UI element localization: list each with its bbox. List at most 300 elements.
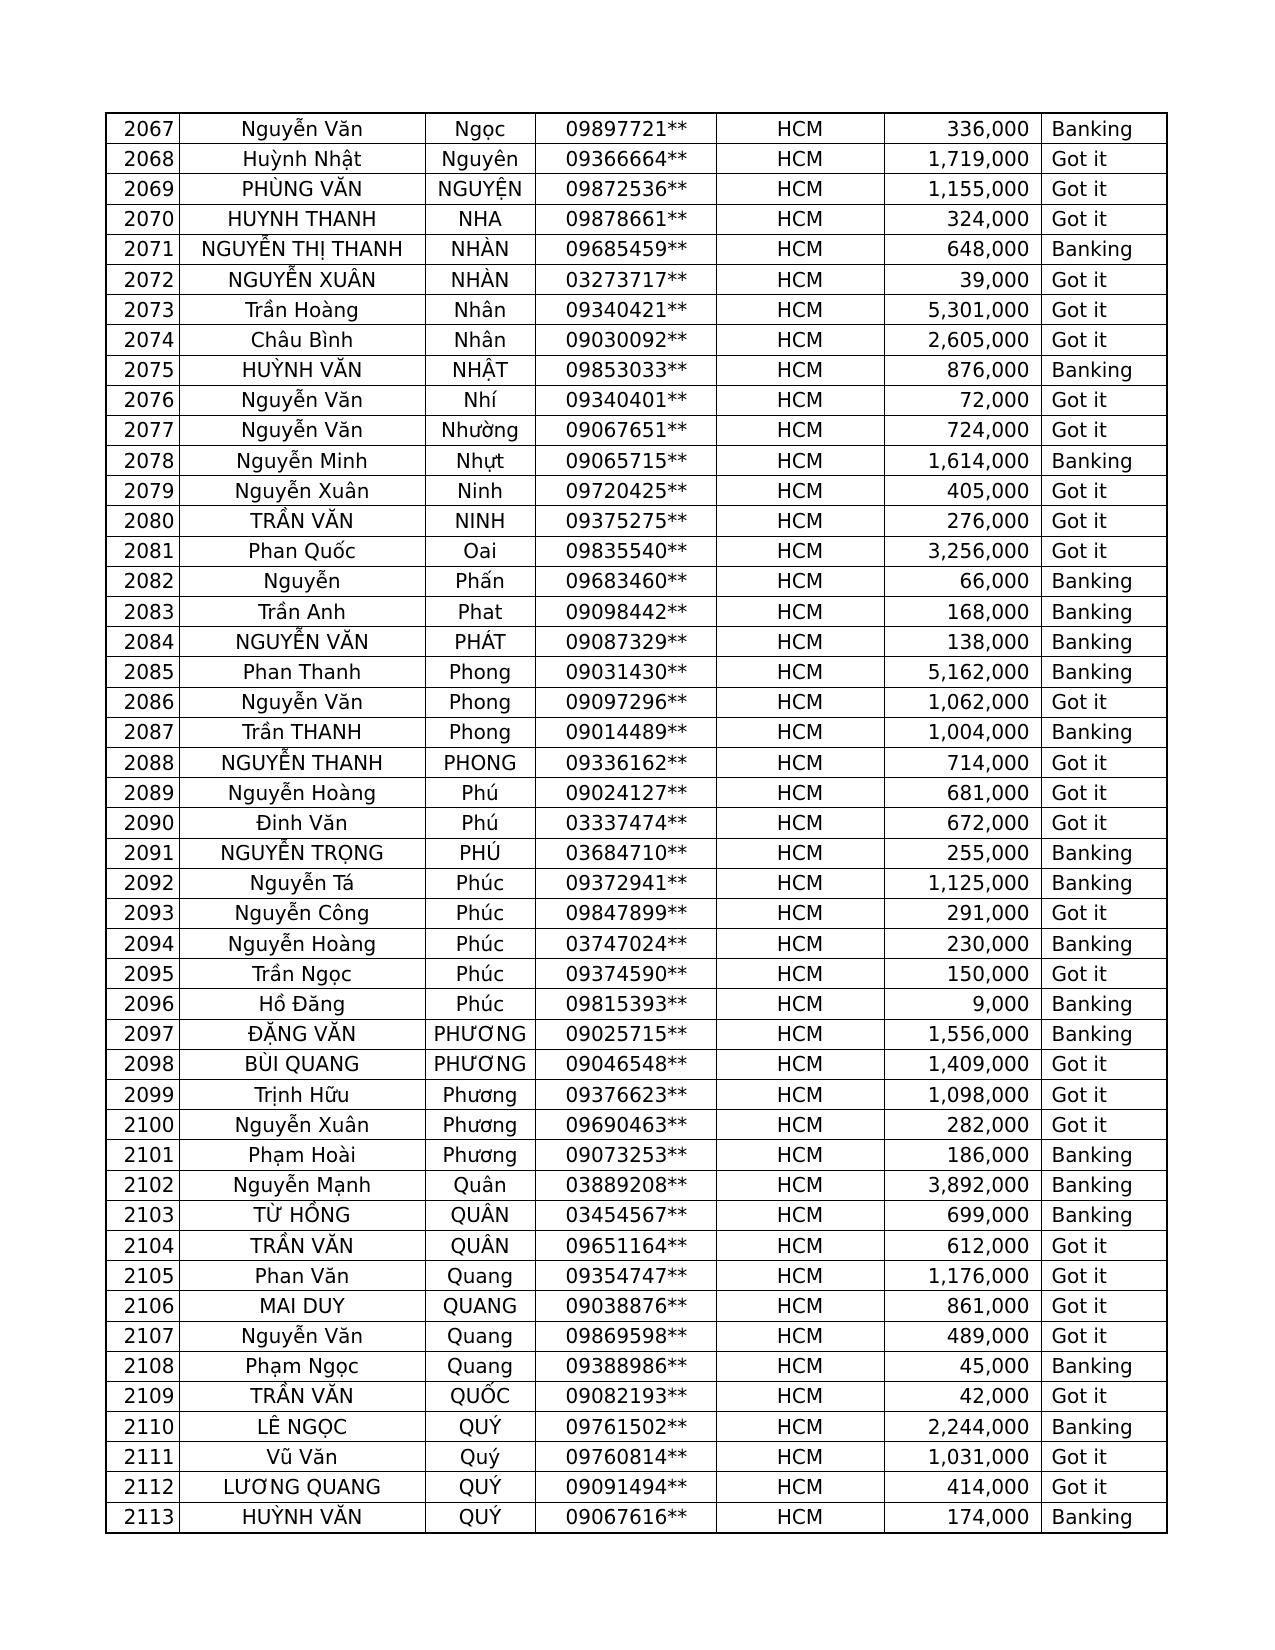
amount-cell: 39,000 [884,264,1041,294]
given-name-cell: PHÚ [425,838,535,868]
amount-cell: 168,000 [884,597,1041,627]
phone-number-cell: 09720425** [535,476,716,506]
city-cell: HCM [716,566,884,596]
payment-method-cell: Got it [1041,747,1167,777]
row-number-cell: 2082 [106,566,179,596]
given-name-cell: Phat [425,597,535,627]
payment-method-cell: Banking [1041,1351,1167,1381]
city-cell: HCM [716,597,884,627]
phone-number-cell: 09872536** [535,174,716,204]
phone-number-cell: 09340401** [535,385,716,415]
city-cell: HCM [716,415,884,445]
last-middle-name-cell: Trịnh Hữu [179,1080,425,1110]
payment-method-cell: Got it [1041,1291,1167,1321]
row-number-cell: 2093 [106,898,179,928]
given-name-cell: NHÀN [425,264,535,294]
last-middle-name-cell: TRẦN VĂN [179,1381,425,1411]
phone-number-cell: 03273717** [535,264,716,294]
payment-method-cell: Got it [1041,1261,1167,1291]
given-name-cell: Nhựt [425,446,535,476]
last-middle-name-cell: Trần Anh [179,597,425,627]
last-middle-name-cell: NGUYỄN THANH [179,747,425,777]
row-number-cell: 2070 [106,204,179,234]
last-middle-name-cell: HUYNH THANH [179,204,425,234]
row-number-cell: 2087 [106,717,179,747]
table-row [106,1170,1167,1200]
payment-method-cell: Got it [1041,264,1167,294]
payment-method-cell: Banking [1041,868,1167,898]
payment-method-cell: Got it [1041,506,1167,536]
last-middle-name-cell: NGUYỄN VĂN [179,627,425,657]
city-cell: HCM [716,929,884,959]
last-middle-name-cell: Phan Thanh [179,657,425,687]
amount-cell: 681,000 [884,778,1041,808]
amount-cell: 1,556,000 [884,1019,1041,1049]
amount-cell: 414,000 [884,1472,1041,1502]
city-cell: HCM [716,234,884,264]
payment-method-cell: Banking [1041,1412,1167,1442]
row-number-cell: 2112 [106,1472,179,1502]
table-row [106,868,1167,898]
city-cell: HCM [716,687,884,717]
amount-cell: 672,000 [884,808,1041,838]
given-name-cell: PHONG [425,747,535,777]
amount-cell: 1,125,000 [884,868,1041,898]
payout-table [105,112,1168,1534]
city-cell: HCM [716,506,884,536]
payment-method-cell: Got it [1041,325,1167,355]
last-middle-name-cell: TRẦN VĂN [179,1230,425,1260]
given-name-cell: Ngọc [425,113,535,144]
given-name-cell: Quang [425,1351,535,1381]
city-cell: HCM [716,1200,884,1230]
row-number-cell: 2102 [106,1170,179,1200]
payment-method-cell: Banking [1041,1200,1167,1230]
given-name-cell: Nhường [425,415,535,445]
given-name-cell: Phương [425,1110,535,1140]
table-row [106,144,1167,174]
table-row [106,1381,1167,1411]
last-middle-name-cell: Huỳnh Nhật [179,144,425,174]
phone-number-cell: 09869598** [535,1321,716,1351]
city-cell: HCM [716,385,884,415]
given-name-cell: Phú [425,808,535,838]
given-name-cell: Phương [425,1080,535,1110]
last-middle-name-cell: Nguyễn Văn [179,1321,425,1351]
last-middle-name-cell: NGUYỄN TRỌNG [179,838,425,868]
city-cell: HCM [716,1351,884,1381]
phone-number-cell: 09087329** [535,627,716,657]
last-middle-name-cell: Nguyễn Minh [179,446,425,476]
table-row [106,1110,1167,1140]
given-name-cell: Nhân [425,295,535,325]
city-cell: HCM [716,476,884,506]
phone-number-cell: 09038876** [535,1291,716,1321]
table-row [106,898,1167,928]
given-name-cell: Phúc [425,898,535,928]
table-row [106,717,1167,747]
row-number-cell: 2089 [106,778,179,808]
table-row [106,1019,1167,1049]
given-name-cell: Oai [425,536,535,566]
table-row [106,204,1167,234]
row-number-cell: 2086 [106,687,179,717]
table-row [106,295,1167,325]
last-middle-name-cell: Phạm Hoài [179,1140,425,1170]
given-name-cell: NHÀN [425,234,535,264]
payment-method-cell: Got it [1041,1472,1167,1502]
amount-cell: 612,000 [884,1230,1041,1260]
amount-cell: 291,000 [884,898,1041,928]
table-row [106,687,1167,717]
city-cell: HCM [716,657,884,687]
table-body [106,113,1167,1533]
last-middle-name-cell: Châu Bình [179,325,425,355]
table-row [106,959,1167,989]
row-number-cell: 2068 [106,144,179,174]
table-row [106,1049,1167,1079]
payment-method-cell: Banking [1041,446,1167,476]
phone-number-cell: 09366664** [535,144,716,174]
row-number-cell: 2098 [106,1049,179,1079]
amount-cell: 1,155,000 [884,174,1041,204]
row-number-cell: 2083 [106,597,179,627]
phone-number-cell: 09025715** [535,1019,716,1049]
given-name-cell: QUANG [425,1291,535,1321]
payment-method-cell: Got it [1041,415,1167,445]
row-number-cell: 2090 [106,808,179,838]
last-middle-name-cell: TỪ HỒNG [179,1200,425,1230]
table-row [106,597,1167,627]
row-number-cell: 2110 [106,1412,179,1442]
city-cell: HCM [716,838,884,868]
amount-cell: 2,605,000 [884,325,1041,355]
payment-method-cell: Banking [1041,1170,1167,1200]
row-number-cell: 2106 [106,1291,179,1321]
table-row [106,506,1167,536]
last-middle-name-cell: Trần THANH [179,717,425,747]
phone-number-cell: 09388986** [535,1351,716,1381]
phone-number-cell: 09376623** [535,1080,716,1110]
phone-number-cell: 09835540** [535,536,716,566]
payment-method-cell: Got it [1041,295,1167,325]
phone-number-cell: 09067651** [535,415,716,445]
city-cell: HCM [716,295,884,325]
row-number-cell: 2074 [106,325,179,355]
row-number-cell: 2091 [106,838,179,868]
city-cell: HCM [716,1502,884,1533]
payment-method-cell: Got it [1041,536,1167,566]
payment-method-cell: Banking [1041,355,1167,385]
row-number-cell: 2075 [106,355,179,385]
last-middle-name-cell: Hồ Đăng [179,989,425,1019]
payment-method-cell: Got it [1041,144,1167,174]
table-row [106,1291,1167,1321]
table-row [106,778,1167,808]
payment-method-cell: Banking [1041,566,1167,596]
amount-cell: 1,409,000 [884,1049,1041,1079]
table-row [106,808,1167,838]
last-middle-name-cell: HUỲNH VĂN [179,1502,425,1533]
table-row [106,747,1167,777]
amount-cell: 3,892,000 [884,1170,1041,1200]
phone-number-cell: 09065715** [535,446,716,476]
row-number-cell: 2076 [106,385,179,415]
amount-cell: 699,000 [884,1200,1041,1230]
payment-method-cell: Got it [1041,687,1167,717]
table-row [106,627,1167,657]
given-name-cell: Phúc [425,929,535,959]
amount-cell: 45,000 [884,1351,1041,1381]
amount-cell: 1,719,000 [884,144,1041,174]
amount-cell: 255,000 [884,838,1041,868]
city-cell: HCM [716,898,884,928]
phone-number-cell: 09683460** [535,566,716,596]
row-number-cell: 2077 [106,415,179,445]
given-name-cell: Quân [425,1170,535,1200]
given-name-cell: Ninh [425,476,535,506]
amount-cell: 724,000 [884,415,1041,445]
given-name-cell: QUÝ [425,1412,535,1442]
given-name-cell: NINH [425,506,535,536]
last-middle-name-cell: Vũ Văn [179,1442,425,1472]
given-name-cell: QUÂN [425,1230,535,1260]
phone-number-cell: 09097296** [535,687,716,717]
amount-cell: 186,000 [884,1140,1041,1170]
row-number-cell: 2108 [106,1351,179,1381]
given-name-cell: QUÂN [425,1200,535,1230]
last-middle-name-cell: LƯƠNG QUANG [179,1472,425,1502]
payment-method-cell: Banking [1041,1140,1167,1170]
amount-cell: 324,000 [884,204,1041,234]
phone-number-cell: 09878661** [535,204,716,234]
table-row [106,989,1167,1019]
amount-cell: 861,000 [884,1291,1041,1321]
phone-number-cell: 09651164** [535,1230,716,1260]
amount-cell: 1,062,000 [884,687,1041,717]
last-middle-name-cell: Nguyễn Công [179,898,425,928]
amount-cell: 3,256,000 [884,536,1041,566]
given-name-cell: Phương [425,1140,535,1170]
row-number-cell: 2105 [106,1261,179,1291]
last-middle-name-cell: Trần Ngọc [179,959,425,989]
city-cell: HCM [716,1321,884,1351]
last-middle-name-cell: BÙI QUANG [179,1049,425,1079]
last-middle-name-cell: Nguyễn Văn [179,687,425,717]
table-row [106,234,1167,264]
payment-method-cell: Got it [1041,808,1167,838]
table-row [106,1472,1167,1502]
given-name-cell: Phúc [425,868,535,898]
last-middle-name-cell: NGUYỄN XUÂN [179,264,425,294]
amount-cell: 138,000 [884,627,1041,657]
payment-method-cell: Got it [1041,204,1167,234]
given-name-cell: QUÝ [425,1502,535,1533]
row-number-cell: 2088 [106,747,179,777]
payment-method-cell: Banking [1041,717,1167,747]
given-name-cell: Quang [425,1321,535,1351]
last-middle-name-cell: Nguyễn Văn [179,113,425,144]
phone-number-cell: 09761502** [535,1412,716,1442]
given-name-cell: Phúc [425,959,535,989]
row-number-cell: 2109 [106,1381,179,1411]
payment-method-cell: Banking [1041,657,1167,687]
payment-method-cell: Got it [1041,1230,1167,1260]
table-row [106,385,1167,415]
amount-cell: 174,000 [884,1502,1041,1533]
given-name-cell: Nhí [425,385,535,415]
given-name-cell: Phong [425,717,535,747]
payment-method-cell: Banking [1041,929,1167,959]
last-middle-name-cell: Nguyễn Văn [179,385,425,415]
payment-method-cell: Got it [1041,1080,1167,1110]
city-cell: HCM [716,989,884,1019]
payment-method-cell: Banking [1041,627,1167,657]
phone-number-cell: 09815393** [535,989,716,1019]
phone-number-cell: 09024127** [535,778,716,808]
table-row [106,415,1167,445]
last-middle-name-cell: Đinh Văn [179,808,425,838]
row-number-cell: 2081 [106,536,179,566]
phone-number-cell: 09685459** [535,234,716,264]
row-number-cell: 2069 [106,174,179,204]
amount-cell: 648,000 [884,234,1041,264]
city-cell: HCM [716,204,884,234]
amount-cell: 405,000 [884,476,1041,506]
row-number-cell: 2101 [106,1140,179,1170]
city-cell: HCM [716,536,884,566]
row-number-cell: 2085 [106,657,179,687]
amount-cell: 1,004,000 [884,717,1041,747]
payment-method-cell: Banking [1041,113,1167,144]
given-name-cell: PHƯƠNG [425,1019,535,1049]
table-row [106,1230,1167,1260]
phone-number-cell: 09067616** [535,1502,716,1533]
row-number-cell: 2084 [106,627,179,657]
phone-number-cell: 09014489** [535,717,716,747]
given-name-cell: Phúc [425,989,535,1019]
row-number-cell: 2078 [106,446,179,476]
table-row [106,264,1167,294]
payment-method-cell: Banking [1041,1019,1167,1049]
payment-method-cell: Banking [1041,1502,1167,1533]
phone-number-cell: 03337474** [535,808,716,838]
amount-cell: 336,000 [884,113,1041,144]
phone-number-cell: 09374590** [535,959,716,989]
row-number-cell: 2111 [106,1442,179,1472]
last-middle-name-cell: Nguyễn Tá [179,868,425,898]
city-cell: HCM [716,778,884,808]
last-middle-name-cell: Phạm Ngọc [179,1351,425,1381]
table-row [106,1080,1167,1110]
phone-number-cell: 09030092** [535,325,716,355]
city-cell: HCM [716,1412,884,1442]
last-middle-name-cell: Trần Hoàng [179,295,425,325]
payment-method-cell: Got it [1041,1381,1167,1411]
last-middle-name-cell: ĐẶNG VĂN [179,1019,425,1049]
amount-cell: 2,244,000 [884,1412,1041,1442]
city-cell: HCM [716,174,884,204]
row-number-cell: 2113 [106,1502,179,1533]
phone-number-cell: 09031430** [535,657,716,687]
payment-method-cell: Banking [1041,597,1167,627]
given-name-cell: PHƯƠNG [425,1049,535,1079]
phone-number-cell: 09340421** [535,295,716,325]
payment-method-cell: Got it [1041,385,1167,415]
city-cell: HCM [716,1049,884,1079]
amount-cell: 66,000 [884,566,1041,596]
row-number-cell: 2092 [106,868,179,898]
last-middle-name-cell: Phan Quốc [179,536,425,566]
city-cell: HCM [716,1291,884,1321]
amount-cell: 714,000 [884,747,1041,777]
given-name-cell: Phú [425,778,535,808]
payment-method-cell: Got it [1041,1110,1167,1140]
table-row [106,1412,1167,1442]
amount-cell: 1,176,000 [884,1261,1041,1291]
row-number-cell: 2080 [106,506,179,536]
phone-number-cell: 09073253** [535,1140,716,1170]
table-row [106,566,1167,596]
table-row [106,325,1167,355]
city-cell: HCM [716,355,884,385]
given-name-cell: NGUYỆN [425,174,535,204]
amount-cell: 230,000 [884,929,1041,959]
table-row [106,657,1167,687]
payment-method-cell: Got it [1041,778,1167,808]
city-cell: HCM [716,113,884,144]
phone-number-cell: 09375275** [535,506,716,536]
city-cell: HCM [716,1019,884,1049]
amount-cell: 1,098,000 [884,1080,1041,1110]
given-name-cell: QUỐC [425,1381,535,1411]
given-name-cell: PHÁT [425,627,535,657]
given-name-cell: QUÝ [425,1472,535,1502]
row-number-cell: 2097 [106,1019,179,1049]
table-row [106,1140,1167,1170]
row-number-cell: 2072 [106,264,179,294]
phone-number-cell: 09760814** [535,1442,716,1472]
payment-method-cell: Got it [1041,476,1167,506]
row-number-cell: 2107 [106,1321,179,1351]
phone-number-cell: 09046548** [535,1049,716,1079]
table-row [106,174,1167,204]
phone-number-cell: 03889208** [535,1170,716,1200]
amount-cell: 1,614,000 [884,446,1041,476]
table-row [106,536,1167,566]
amount-cell: 282,000 [884,1110,1041,1140]
last-middle-name-cell: TRẦN VĂN [179,506,425,536]
given-name-cell: Phấn [425,566,535,596]
city-cell: HCM [716,1442,884,1472]
row-number-cell: 2073 [106,295,179,325]
given-name-cell: Phong [425,687,535,717]
city-cell: HCM [716,627,884,657]
row-number-cell: 2096 [106,989,179,1019]
payment-method-cell: Banking [1041,838,1167,868]
row-number-cell: 2079 [106,476,179,506]
city-cell: HCM [716,808,884,838]
phone-number-cell: 09098442** [535,597,716,627]
given-name-cell: Quý [425,1442,535,1472]
row-number-cell: 2071 [106,234,179,264]
payment-method-cell: Banking [1041,989,1167,1019]
row-number-cell: 2094 [106,929,179,959]
phone-number-cell: 09853033** [535,355,716,385]
given-name-cell: Quang [425,1261,535,1291]
table-row [106,838,1167,868]
city-cell: HCM [716,264,884,294]
